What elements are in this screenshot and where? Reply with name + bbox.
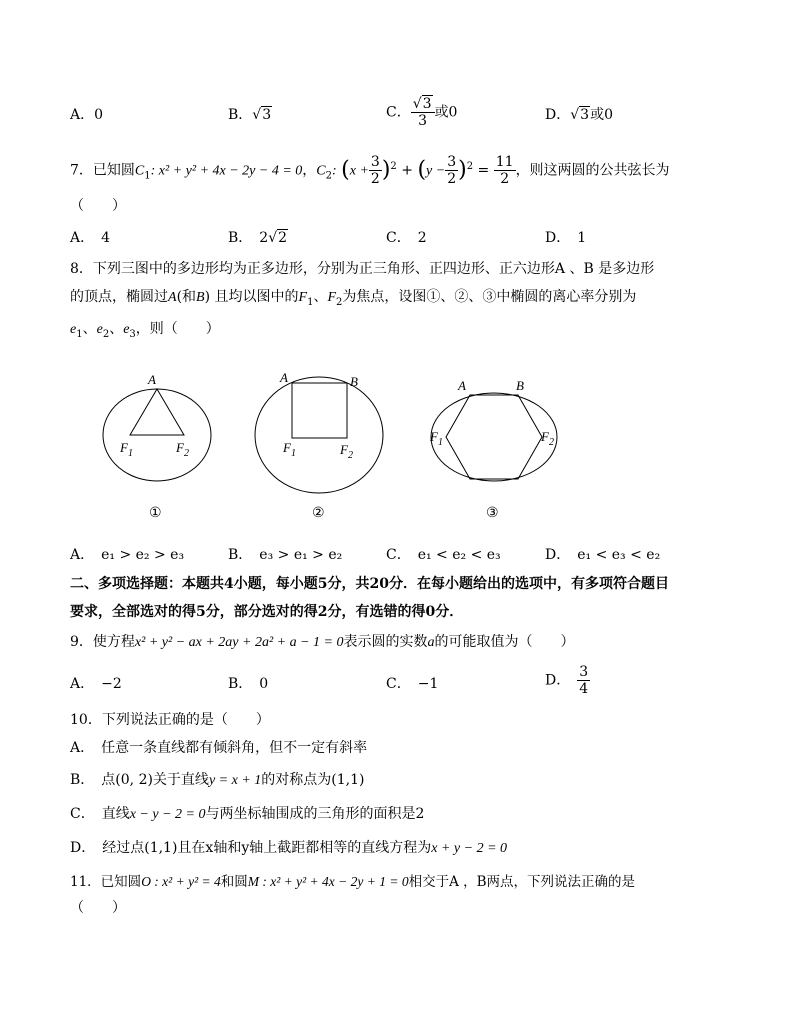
q11-circle-o: O : x² + y² = 4 bbox=[141, 874, 221, 889]
q10-b-d: y = x + 1 bbox=[208, 773, 262, 788]
q10-option-b bbox=[70, 770, 364, 791]
q7-c1-label: C bbox=[134, 163, 145, 179]
q11-stem bbox=[70, 872, 635, 892]
q7-option-b-radicand: 2 bbox=[278, 230, 288, 246]
q8-l3-e1: 1 bbox=[76, 328, 83, 340]
figure-1 bbox=[103, 372, 211, 521]
q10-option-a: A． 任意一条直线都有倾斜角，但不一定有斜率 bbox=[70, 740, 368, 756]
fig2-label-f1: $F_1$ bbox=[283, 440, 296, 459]
fig2-label-f2: $F_2$ bbox=[340, 442, 353, 461]
figure-2 bbox=[255, 370, 383, 521]
fig2-label-a: A bbox=[280, 370, 288, 385]
figure-3 bbox=[429, 378, 557, 521]
q10-b-f: (1,1) bbox=[331, 772, 365, 788]
q8-stem-line-1: 8．下列三图中的多边形均为正多边形，分别为正三角形、正四边形、正六边形A 、B 是多边形 bbox=[70, 261, 655, 277]
q7-c2-y: y − bbox=[426, 163, 446, 179]
fig1-label-a: A bbox=[148, 372, 156, 387]
q10-d-d: x + y − 2 = 0 bbox=[431, 841, 508, 856]
fig1-label-f2: $F_2$ bbox=[176, 440, 189, 459]
q8-l3-e2: 2 bbox=[102, 328, 110, 340]
q10-b-c: 关于直线 bbox=[152, 772, 209, 788]
q8-stem-line-3 bbox=[70, 319, 220, 345]
q8-l3-sep2: 、 bbox=[109, 321, 124, 337]
q6-option-d-suffix: 或0 bbox=[590, 107, 613, 123]
q10-c-c: 与两坐标轴围成的三角形的面积是2 bbox=[205, 806, 425, 822]
q6-option-d-radicand: 3 bbox=[580, 107, 590, 123]
q11-mid: 和圆 bbox=[220, 874, 248, 890]
fig2-square bbox=[292, 383, 347, 438]
fig2-label-b: B bbox=[350, 374, 358, 389]
q8-l3-e: e bbox=[70, 322, 77, 337]
q7-paren: （ ） bbox=[70, 198, 126, 214]
q7-c2-sub: 2 bbox=[325, 170, 333, 182]
q7-stem: 7．已知圆$C_1$: x² + y² + 4x − 2y − 4 = 0，$C_2$: (x + $\frac{3}{2}$ )$^2$ + (y − $\frac{3}{2}$ )$^2$ = $\frac{11}{2}$ ，则这两圆的公共弦长为 bbox=[70, 154, 670, 188]
fig3-hexagon bbox=[446, 395, 542, 479]
q8-figures bbox=[90, 365, 590, 525]
q10-option-d bbox=[70, 838, 507, 859]
q10-b-b: (0, 2) bbox=[115, 772, 153, 788]
q7-c2-y-num: 3 bbox=[447, 154, 457, 171]
fig3-label-a: A bbox=[458, 378, 466, 393]
q9-stem bbox=[70, 632, 575, 653]
q7-option-b: B． 2√2 bbox=[228, 230, 288, 246]
q6-option-b-radicand: 3 bbox=[262, 107, 272, 123]
q8-l2-f: F bbox=[298, 290, 308, 305]
q10-c-b: x − y − 2 = 0 bbox=[129, 807, 206, 822]
q7-c1-sub: 1 bbox=[144, 170, 151, 182]
q11-circle-m: M : x² + y² + 4x − 2y + 1 = 0 bbox=[247, 874, 409, 889]
q9-option-d bbox=[545, 664, 590, 697]
q7-option-c: C． 2 bbox=[386, 230, 427, 246]
q9-option-c: C． −1 bbox=[386, 676, 439, 692]
fig3-caption: ③ bbox=[486, 506, 499, 521]
q8-l3-e-3: e bbox=[123, 322, 130, 337]
q8-option-a: A． e₁ > e₂ > e₃ bbox=[70, 547, 185, 563]
q7-prefix: 7．已知圆 bbox=[70, 162, 135, 179]
q6-option-c-suffix: 或0 bbox=[434, 104, 458, 121]
q9-equation: x² + y² − ax + 2ay + 2a² + a − 1 = 0 bbox=[134, 635, 344, 650]
q8-option-c: C． e₁ < e₂ < e₃ bbox=[386, 547, 501, 563]
fig3-label-f1: $F_1$ bbox=[430, 429, 443, 448]
fig3-ellipse bbox=[431, 393, 557, 481]
q8-option-d: D． e₁ < e₃ < e₂ bbox=[545, 547, 661, 563]
fig1-triangle bbox=[130, 389, 184, 435]
q9-option-a: A． −2 bbox=[70, 676, 122, 692]
q10-d-b: (1,1) bbox=[144, 840, 178, 856]
q9-suffix: 的可能取值为（ ） bbox=[434, 634, 575, 650]
q8-option-b: B． e₃ > e₁ > e₂ bbox=[228, 547, 343, 563]
fig2-ellipse bbox=[255, 377, 383, 493]
q8-l2-e: ) 且均以图中的 bbox=[204, 289, 299, 305]
q10-d-a: D． 经过点 bbox=[70, 840, 145, 856]
q7-c2-x-num: 3 bbox=[370, 154, 380, 171]
q7-c2-x: x + bbox=[349, 163, 369, 179]
q6-option-b: B．√3 bbox=[228, 107, 272, 123]
q7-option-d: D． 1 bbox=[545, 230, 587, 246]
q7-option-b-label: B． bbox=[228, 230, 246, 246]
q6-option-d: D．√3或0 bbox=[545, 107, 613, 123]
q9-option-d-num: 3 bbox=[579, 664, 589, 680]
q7-c2-label: C bbox=[316, 163, 326, 179]
section2-heading-line-2: 要求，全部选对的得5分，部分选对的得2分，有选错的得0分． bbox=[70, 604, 464, 620]
q7-option-a: A． 4 bbox=[70, 230, 111, 246]
fig3-label-f2: $F_2$ bbox=[541, 429, 554, 448]
q6-option-b-label: B． bbox=[228, 107, 253, 123]
q8-l3-e3: 3 bbox=[129, 328, 136, 340]
q10-stem: 10．下列说法正确的是（ ） bbox=[70, 712, 270, 728]
q6-option-a: A．0 bbox=[70, 107, 104, 123]
q9-option-d-den: 4 bbox=[579, 681, 589, 697]
q7-rhs-den: 2 bbox=[500, 171, 510, 188]
q9-mid: 表示圆的实数 bbox=[343, 634, 428, 650]
q8-l3-sep1: 、 bbox=[82, 321, 97, 337]
q8-l2-i: 为焦点，设图①、②、③中椭圆的离心率分别为 bbox=[342, 289, 637, 305]
fig2-caption: ② bbox=[312, 506, 325, 521]
q6-option-c-radicand: 3 bbox=[422, 96, 432, 112]
q8-l3-e-2: e bbox=[96, 322, 103, 337]
q7-c2-y-den: 2 bbox=[447, 171, 457, 188]
section2-heading-line-1: 二、多项选择题：本题共4小题，每小题5分，共20分．在每小题给出的选项中，有多项符合题目 bbox=[70, 576, 669, 592]
q8-l2-g: 、 bbox=[313, 289, 328, 305]
q7-sep: ， bbox=[302, 162, 317, 179]
q7-rhs-num: 11 bbox=[495, 154, 514, 171]
q6-option-c: C． $\frac{√3}{3}$ 或0 bbox=[386, 96, 458, 129]
q9-option-b: B． 0 bbox=[228, 676, 269, 692]
q11-prefix: 11．已知圆 bbox=[70, 874, 142, 890]
q6-option-c-denominator: 3 bbox=[418, 113, 428, 129]
q10-option-c bbox=[70, 804, 424, 825]
q8-stem-line-2 bbox=[70, 287, 636, 313]
q11-paren: （ ） bbox=[70, 900, 126, 916]
q10-c-a: C． 直线 bbox=[70, 806, 130, 822]
q9-prefix: 9．使方程 bbox=[70, 634, 135, 650]
q7-suffix: ，则这两圆的公共弦长为 bbox=[515, 162, 670, 179]
q8-l2-h: F bbox=[327, 290, 337, 305]
q6-option-d-label: D． bbox=[545, 107, 571, 123]
fig1-label-f1: $F_1$ bbox=[120, 440, 133, 459]
q8-l2-h2: 2 bbox=[336, 296, 343, 308]
q11-suffix: 相交于A ，B两点，下列说法正确的是 bbox=[408, 874, 636, 890]
q6-option-c-label: C． bbox=[386, 104, 411, 121]
q8-l2-b: A bbox=[168, 290, 177, 305]
q8-l2-a: 的顶点，椭圆过 bbox=[70, 289, 168, 305]
q8-l3-tail: ，则（ ） bbox=[135, 321, 220, 337]
q8-l2-d: B bbox=[196, 290, 205, 305]
q8-l2-c: (和 bbox=[176, 289, 197, 305]
q9-var: a bbox=[427, 635, 435, 650]
q7-c1-equation: : x² + y² + 4x − 2y − 4 = 0 bbox=[150, 163, 303, 179]
q9-option-d-label: D． bbox=[545, 672, 564, 689]
q8-l2-f1: 1 bbox=[307, 296, 314, 308]
q7-c2-x-den: 2 bbox=[370, 171, 380, 188]
q10-d-c: 且在x轴和y轴上截距都相等的直线方程为 bbox=[177, 840, 432, 856]
fig1-caption: ① bbox=[149, 506, 162, 521]
q7-option-b-coef: 2 bbox=[259, 230, 269, 246]
q10-b-a: B． 点 bbox=[70, 772, 116, 788]
q10-b-e: 的对称点为 bbox=[261, 772, 332, 788]
fig3-label-b: B bbox=[516, 378, 524, 393]
